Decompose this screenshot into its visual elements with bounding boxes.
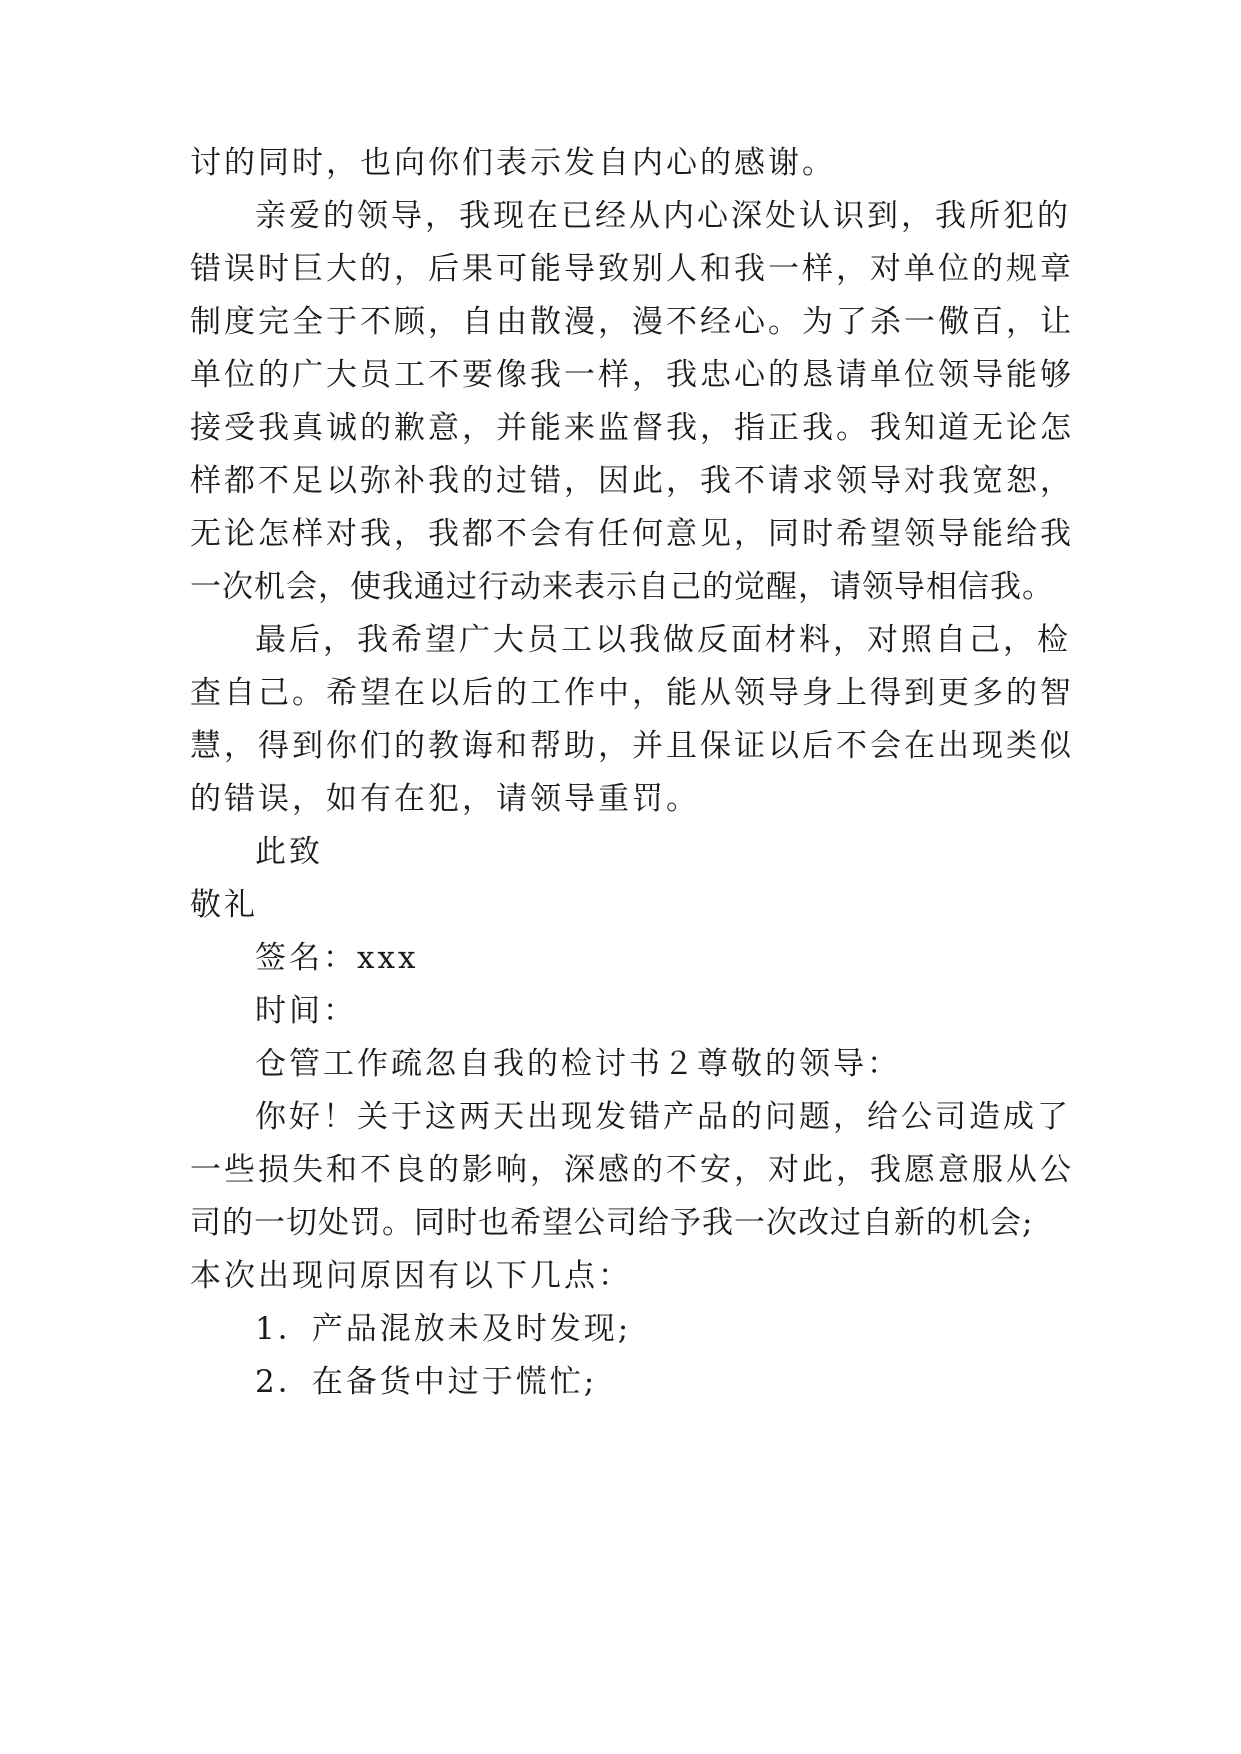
text-line: 接受我真诚的歉意，并能来监督我，指正我。我知道无论怎	[190, 410, 1074, 446]
text-line: 制度完全于不顾，自由散漫，漫不经心。为了杀一儆百，让	[190, 304, 1074, 340]
text-line: 查自己。希望在以后的工作中，能从领导身上得到更多的智	[190, 675, 1074, 711]
text-line: 司的一切处罚。同时也希望公司给予我一次改过自新的机会;	[190, 1205, 1034, 1241]
section-heading: 仓管工作疏忽自我的检讨书２尊敬的领导：	[255, 1046, 901, 1082]
text-line: 讨的同时，也向你们表示发自内心的感谢。	[190, 145, 836, 181]
list-item: 2．在备货中过于慌忙;	[255, 1364, 598, 1400]
date-line: 时间：	[255, 993, 357, 1029]
text-line: 单位的广大员工不要像我一样，我忠心的恳请单位领导能够	[190, 357, 1074, 393]
text-line: 无论怎样对我，我都不会有任何意见，同时希望领导能给我	[190, 516, 1074, 552]
text-line: 一次机会，使我通过行动来表示自己的觉醒，请领导相信我。	[190, 569, 1054, 605]
closing-regards: 敬礼	[190, 887, 258, 923]
text-line: 你好！关于这两天出现发错产品的问题，给公司造成了	[255, 1099, 1071, 1135]
text-line: 亲爱的领导，我现在已经从内心深处认识到，我所犯的	[255, 198, 1071, 234]
text-line: 慧，得到你们的教诲和帮助，并且保证以后不会在出现类似	[190, 728, 1074, 764]
text-line: 一些损失和不良的影响，深感的不安，对此，我愿意服从公	[190, 1152, 1074, 1188]
text-line: 样都不足以弥补我的过错，因此，我不请求领导对我宽恕，	[190, 463, 1074, 499]
text-line: 最后，我希望广大员工以我做反面材料，对照自己，检	[255, 622, 1071, 658]
text-line: 错误时巨大的，后果可能导致别人和我一样，对单位的规章	[190, 251, 1074, 287]
text-line: 的错误，如有在犯，请领导重罚。	[190, 781, 700, 817]
signature-line: 签名：xxx	[255, 940, 419, 976]
closing-salutation: 此致	[255, 834, 323, 870]
text-line: 本次出现问原因有以下几点：	[190, 1258, 632, 1294]
list-item: 1．产品混放未及时发现;	[255, 1311, 632, 1347]
